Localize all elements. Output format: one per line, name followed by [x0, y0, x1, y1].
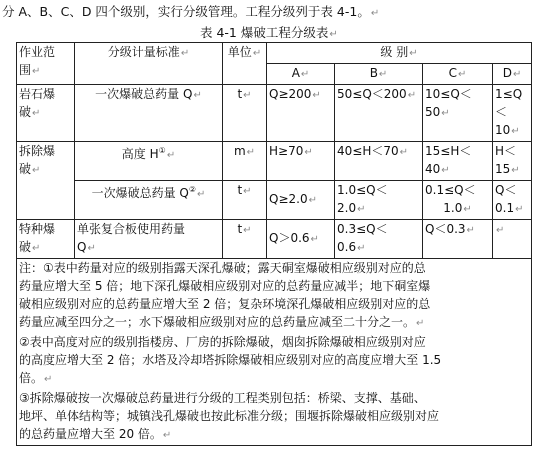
charge-d-text: Q＜0.1: [495, 183, 517, 215]
header-scope: [17, 43, 75, 85]
blasting-grade-table: [16, 42, 532, 446]
demolition-scope: [17, 142, 75, 220]
special-b-line1: 0.3≤Q＜: [337, 222, 388, 236]
note-2: [19, 333, 529, 389]
charge-c-line1: 0.1≤Q＜: [425, 183, 476, 197]
special-grade-b: [335, 220, 423, 259]
paragraph-mark: ↵: [304, 147, 313, 158]
note-2-line-2: 的高度应增大至 2 倍；水塔及冷却塔拆除爆破相应级别对应的高度应增大至 1.5: [19, 353, 442, 367]
demolition-charge-b: [335, 181, 423, 220]
rock-standard-text: 一次爆破总药量 Q: [95, 87, 193, 101]
paragraph-mark: ↵: [197, 189, 206, 200]
demolition-height-unit: [223, 142, 267, 181]
note-1-line-4: 药量应减至四分之一；水下爆破相应级别对应的总药量应减至二十分之一。: [19, 315, 416, 329]
paragraph-mark: ↵: [466, 225, 475, 236]
height-c-text: 15≤H＜40: [425, 144, 472, 176]
table-row: [17, 220, 532, 259]
paragraph-mark: ↵: [243, 225, 252, 236]
special-grade-c: [423, 220, 493, 259]
paragraph-mark: ↵: [32, 243, 41, 254]
header-grade-d: [493, 64, 532, 85]
special-scope-line2: 破: [19, 240, 32, 254]
paragraph-mark: ↵: [180, 48, 190, 59]
paragraph-mark: ↵: [357, 204, 366, 215]
special-standard: [75, 220, 223, 259]
special-grade-d: [493, 220, 532, 259]
header-grade-text: 级 别: [380, 45, 409, 59]
grade-c-label: C: [448, 66, 457, 80]
height-footnote-ref: ①: [158, 146, 166, 155]
rock-unit-text: t: [237, 87, 243, 101]
demolition-scope-line1: 拆除爆: [19, 144, 56, 158]
paragraph-mark: ↵: [399, 147, 409, 158]
rock-a-text: Q≥200: [269, 87, 312, 101]
special-b-line2: 0.6: [337, 240, 357, 254]
charge-b-line2: 2.0: [337, 201, 357, 215]
intro-line: [2, 2, 379, 20]
table-caption: [200, 23, 338, 41]
header-grade: [267, 43, 532, 64]
paragraph-mark: ↵: [32, 165, 41, 176]
special-c-text: Q＜0.3: [425, 222, 466, 236]
note-3-line-3: 的总药量应增大至 20 倍。: [19, 427, 162, 441]
header-scope-line1: 作业范: [19, 45, 56, 59]
rock-grade-a: [267, 85, 335, 142]
demolition-charge-d: [493, 181, 532, 220]
rock-grade-d: [493, 85, 532, 142]
demolition-height-b: [335, 142, 423, 181]
rock-c-text: 10≤Q＜50: [425, 87, 472, 119]
demolition-height-d: [493, 142, 532, 181]
height-b-text: 40≤H＜70: [337, 144, 399, 158]
rock-scope-line2: 破: [19, 105, 32, 119]
grade-b-label: B: [369, 66, 378, 80]
header-row: [17, 43, 532, 64]
special-grade-a: [267, 220, 335, 259]
rock-scope-line1: 岩石爆: [19, 87, 56, 101]
paragraph-mark: ↵: [515, 204, 524, 215]
paragraph-mark: ↵: [243, 186, 252, 197]
table-row: [17, 181, 532, 220]
rock-unit: [223, 85, 267, 142]
paragraph-mark: ↵: [370, 8, 380, 19]
special-unit: [223, 220, 267, 259]
paragraph-mark: ↵: [441, 165, 450, 176]
paragraph-mark: ↵: [300, 69, 310, 80]
paragraph-mark: ↵: [312, 90, 321, 101]
paragraph-mark: ↵: [32, 66, 41, 77]
charge-a-text: Q≥2.0: [269, 192, 308, 206]
note-2-line-1: ②表中高度对应的级别指楼房、厂房的拆除爆破，烟囱拆除爆破相应级别对应: [19, 335, 426, 349]
charge-b-line1: 1.0≤Q＜: [337, 183, 388, 197]
special-scope: [17, 220, 75, 259]
header-grade-c: [423, 64, 493, 85]
rock-standard: [75, 85, 223, 142]
paragraph-mark: ↵: [243, 90, 252, 101]
note-1-line-1: 注：①表中药量对应的级别指露天深孔爆破；露天硐室爆破相应级别对应的总: [19, 261, 426, 275]
note-2-line-3: 倍。: [19, 371, 44, 385]
demolition-height-c: [423, 142, 493, 181]
intro-text: 分 A、B、C、D 四个级别，实行分级管理。工程分级列于表 4-1。: [2, 4, 370, 19]
charge-unit-text: t: [237, 183, 243, 197]
header-standard-text: 分级计量标准: [107, 45, 180, 59]
paragraph-mark: ↵: [87, 243, 96, 254]
table-row: [17, 142, 532, 181]
paragraph-mark: ↵: [162, 430, 172, 441]
note-3: [19, 389, 529, 445]
demolition-charge-unit: [223, 181, 267, 220]
header-grade-b: [335, 64, 423, 85]
paragraph-mark: ↵: [496, 225, 505, 236]
special-a-text: Q＞0.6: [269, 231, 310, 245]
special-standard-line1: 单张复合板使用药量: [77, 222, 186, 236]
paragraph-mark: ↵: [32, 108, 41, 119]
rock-scope: [17, 85, 75, 142]
paragraph-mark: ↵: [252, 48, 262, 59]
charge-c-line2: 1.0: [443, 201, 463, 215]
header-standard: [75, 43, 223, 85]
paragraph-mark: ↵: [44, 374, 53, 385]
special-scope-line1: 特种爆: [19, 222, 56, 236]
header-scope-line2: 围: [19, 63, 32, 77]
special-unit-text: t: [237, 222, 243, 236]
paragraph-mark: ↵: [357, 243, 366, 254]
paragraph-mark: ↵: [166, 150, 176, 161]
demolition-charge-c: [423, 181, 493, 220]
demolition-charge-standard: [75, 181, 223, 220]
paragraph-mark: ↵: [511, 126, 520, 137]
notes-cell: [17, 259, 532, 446]
rock-b-text: 50≤Q＜200: [337, 87, 407, 101]
height-label: 高度 H: [121, 147, 159, 161]
special-standard-line2: Q: [77, 240, 87, 254]
notes-row: [17, 259, 532, 446]
note-1-line-3: 破相应级别对应的总药量应增大至 2 倍；复杂环境深孔爆破相应级别对应的总: [19, 297, 431, 311]
paragraph-mark: ↵: [193, 90, 202, 101]
note-3-line-1: ③拆除爆破按一次爆破总药量进行分级的工程类别包括：桥梁、支撑、基础、: [19, 391, 426, 405]
charge-footnote-ref: ②: [188, 185, 197, 194]
height-unit-text: m: [233, 144, 246, 158]
demolition-scope-line2: 破: [19, 162, 32, 176]
table-row: [17, 85, 532, 142]
charge-label: 一次爆破总药量 Q: [91, 186, 189, 200]
paragraph-mark: ↵: [310, 234, 319, 245]
paragraph-mark: ↵: [458, 69, 467, 80]
demolition-height-a: [267, 142, 335, 181]
paragraph-mark: ↵: [511, 165, 520, 176]
demolition-charge-a: [267, 181, 335, 220]
paragraph-mark: ↵: [378, 69, 388, 80]
header-grade-a: [267, 64, 335, 85]
paragraph-mark: ↵: [329, 29, 338, 40]
note-1: [19, 259, 529, 333]
height-a-text: H≥70: [269, 144, 304, 158]
note-3-line-2: 地坪、单体结构等；城镇浅孔爆破也按此标准分级；围堰拆除爆破相应级别对应: [19, 409, 440, 423]
height-d-text: H＜15: [495, 144, 517, 176]
paragraph-mark: ↵: [463, 204, 472, 215]
paragraph-mark: ↵: [407, 90, 417, 101]
grade-a-label: A: [291, 66, 300, 80]
header-unit: [223, 43, 267, 85]
rock-grade-c: [423, 85, 493, 142]
header-unit-text: 单位: [227, 45, 252, 59]
paragraph-mark: ↵: [308, 195, 317, 206]
paragraph-mark: ↵: [416, 318, 425, 329]
paragraph-mark: ↵: [246, 147, 256, 158]
rock-d-line2: 10: [495, 123, 511, 137]
rock-d-line1: 1≤Q＜: [495, 87, 523, 119]
note-1-line-2: 药量应增大至 5 倍；地下深孔爆破相应级别对应的总药量应减半；地下硐室爆: [19, 279, 431, 293]
paragraph-mark: ↵: [409, 48, 418, 59]
table-caption-text: 表 4-1 爆破工程分级表: [200, 25, 329, 40]
paragraph-mark: ↵: [441, 108, 450, 119]
demolition-height-standard: [75, 142, 223, 181]
paragraph-mark: ↵: [512, 69, 522, 80]
grade-d-label: D: [502, 66, 512, 80]
rock-grade-b: [335, 85, 423, 142]
